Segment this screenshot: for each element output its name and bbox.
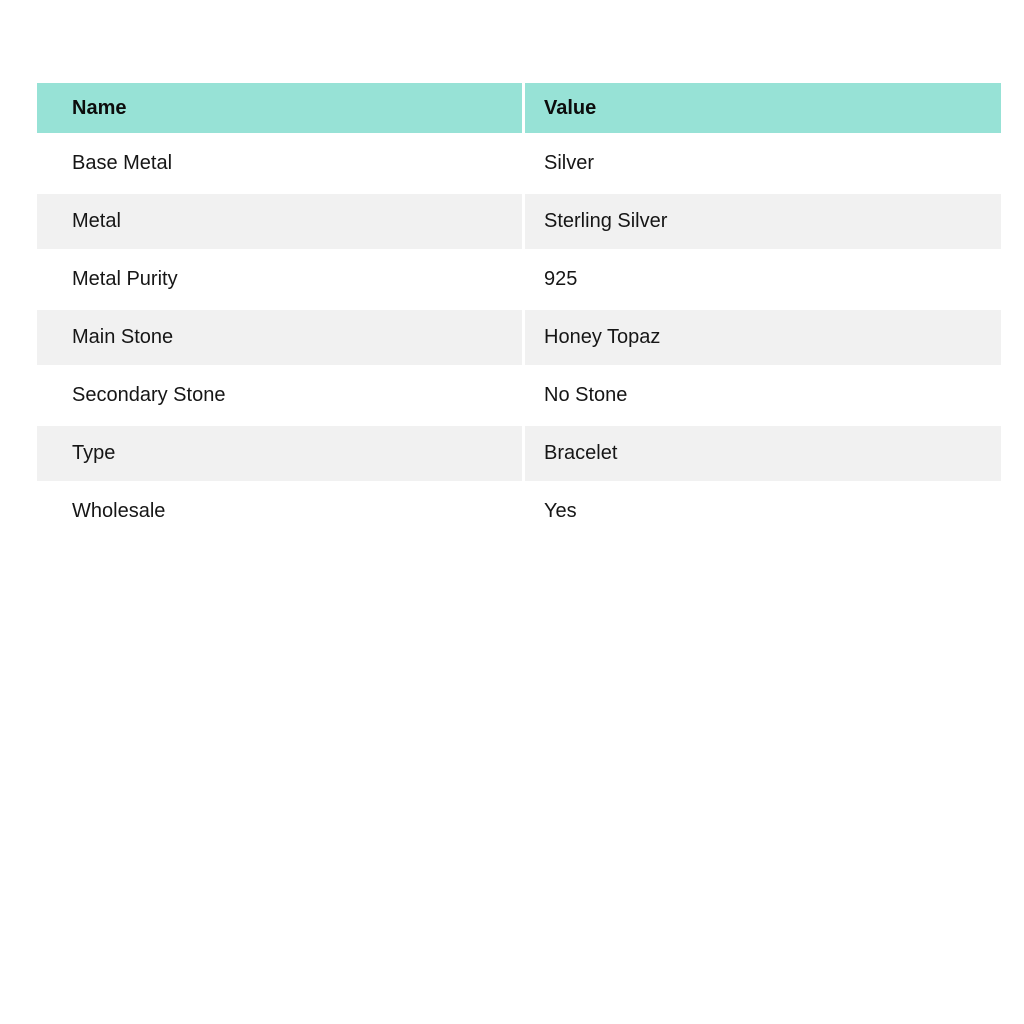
attribute-value-cell: 925 — [525, 252, 1001, 307]
attribute-name-cell: Type — [37, 426, 522, 481]
table-row — [37, 368, 1001, 423]
attribute-value-cell: Bracelet — [525, 426, 1001, 481]
table-row — [37, 136, 1001, 191]
attribute-value-cell: Silver — [525, 136, 1001, 191]
attribute-name-cell: Secondary Stone — [37, 368, 522, 423]
attribute-value-cell: Yes — [525, 484, 1001, 539]
attribute-value-cell: No Stone — [525, 368, 1001, 423]
table-row — [37, 484, 1001, 539]
attribute-value-cell: Sterling Silver — [525, 194, 1001, 249]
column-header-value: Value — [525, 83, 1001, 133]
table-body — [37, 136, 1001, 539]
table-row — [37, 310, 1001, 365]
column-header-name: Name — [37, 83, 522, 133]
attribute-name-cell: Main Stone — [37, 310, 522, 365]
attribute-name-cell: Metal — [37, 194, 522, 249]
attribute-name-cell: Base Metal — [37, 136, 522, 191]
attribute-value-cell: Honey Topaz — [525, 310, 1001, 365]
table-row — [37, 252, 1001, 307]
table-row — [37, 194, 1001, 249]
table-row — [37, 426, 1001, 481]
table-header-row — [37, 83, 1001, 133]
attribute-name-cell: Metal Purity — [37, 252, 522, 307]
attribute-name-cell: Wholesale — [37, 484, 522, 539]
product-attributes-table — [37, 83, 1001, 539]
